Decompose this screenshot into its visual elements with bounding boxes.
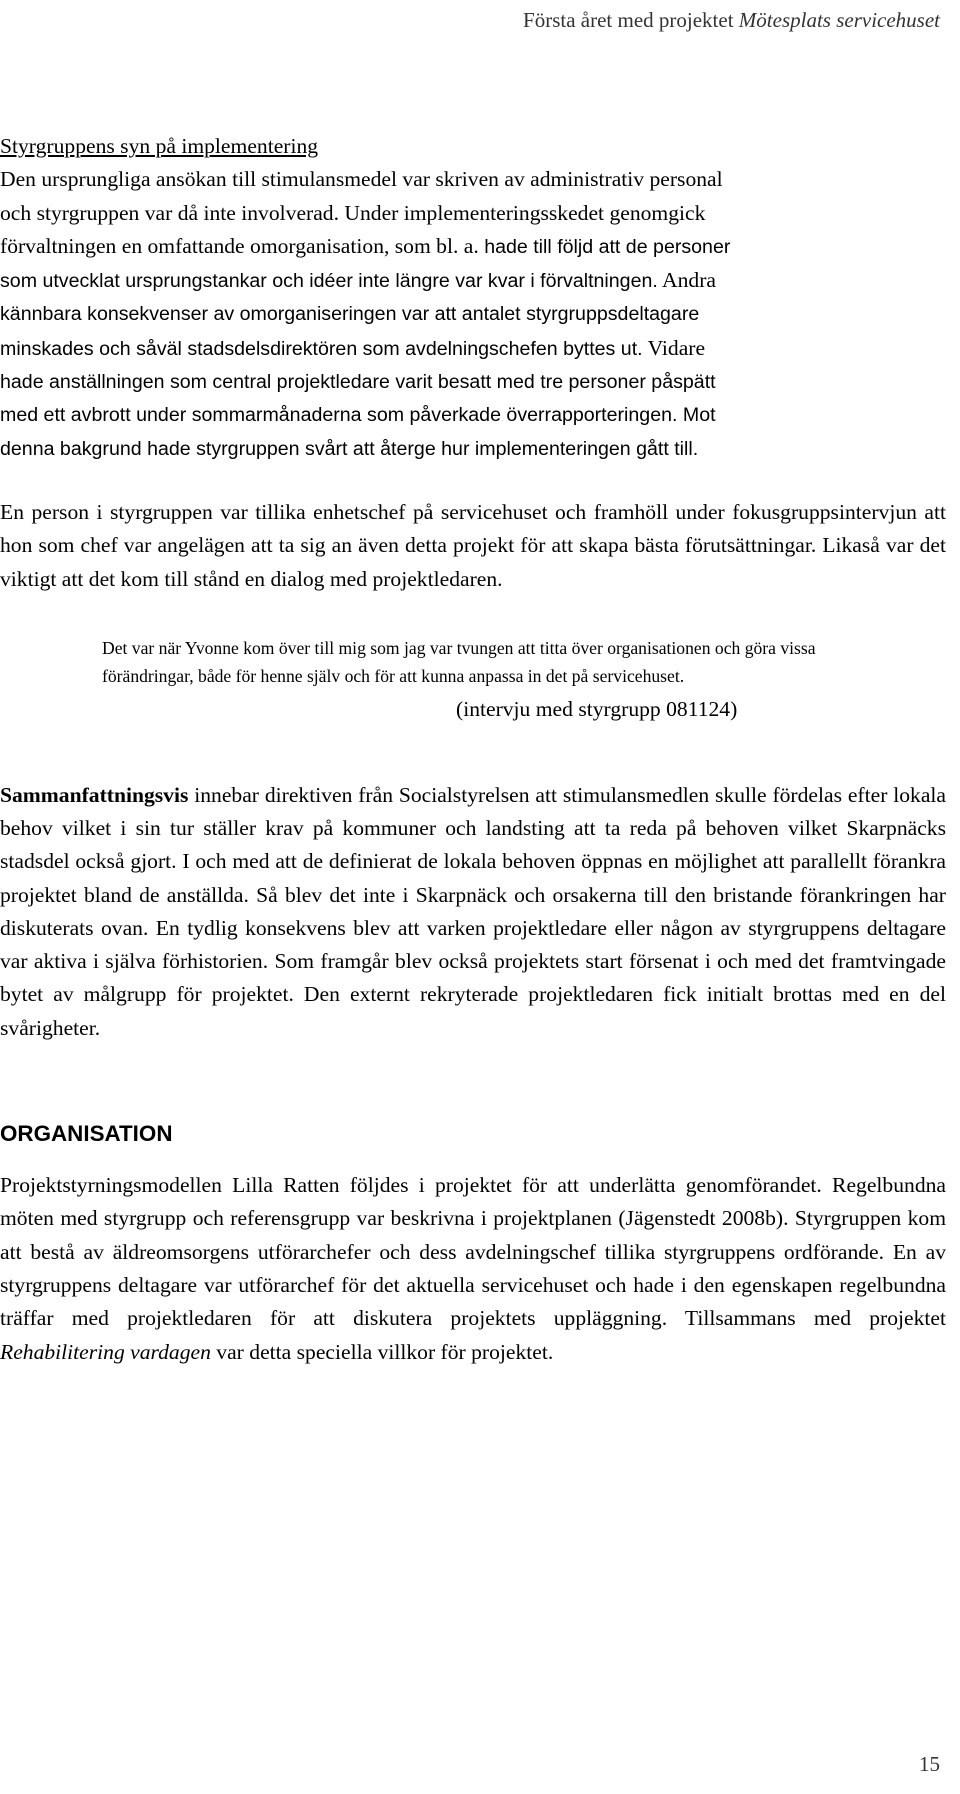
header-title-italic: Mötesplats servicehuset <box>738 8 940 32</box>
text-run: som utvecklat ursprungstankar och idéer inte längre var kvar i förvaltningen. <box>0 270 658 293</box>
text-line: denna bakgrund hade styrgruppen svårt att återge hur implementeringen gått till. <box>0 437 699 460</box>
header-title: Första året med projektet <box>523 8 739 32</box>
section-implementation <box>0 130 946 466</box>
text-line: kännbara konsekvenser av omorganiseringen var att antalet styrgruppsdeltagare <box>0 303 700 326</box>
text-run: Vidare <box>642 335 706 360</box>
block-quote: Det var när Yvonne kom över till mig som jag var tvungen att titta över organisationen och göra vissa förändringar, både för henne själv och för att kunna anpassa in det på servicehuset. <box>102 637 816 687</box>
section-heading-organisation: ORGANISATION <box>0 1121 173 1147</box>
text-line <box>0 264 946 298</box>
text-line: med ett avbrott under sommarmånaderna som påverkade överrapporteringen. Mot <box>0 404 716 427</box>
paragraph: En person i styrgruppen var tillika enhetschef på servicehuset och framhöll under fokusgruppsintervjun att hon som chef var angelägen att ta sig an även detta projekt för att skapa bästa förutsättningar. Likaså var det viktigt att det kom till stånd en dialog med projektledaren. <box>0 499 946 591</box>
project-name-italic: Rehabilitering vardagen <box>0 1339 211 1364</box>
text-run: Andra <box>657 268 716 293</box>
organisation-text: Projektstyrningsmodellen Lilla Ratten följdes i projektet för att underlätta genomförandet. Regelbundna möten med styrgrupp och referensgrupp var beskrivna i projektplanen (Jägenstedt 2008b). Styrgruppen kom att bestå av äldreomsorgens utförarchefer och dess avdelningschef tillika styrgruppens ordförande. En av styrgruppens deltagare var utförarchef för det aktuella servicehuset och hade i den egenskapen regelbundna träffar med projektledaren för att diskutera projektets uppläggning. Tillsammans med projektet <box>0 1173 946 1331</box>
section-heading: Styrgruppens syn på implementering <box>0 134 319 158</box>
quote-citation: (intervju med styrgrupp 081124) <box>456 696 738 721</box>
text-run: förvaltningen en omfattande omorganisation, som bl. a. <box>0 233 479 258</box>
text-line <box>0 230 946 264</box>
summary-lead: Sammanfattningsvis <box>0 782 189 807</box>
organisation-paragraph <box>0 1169 946 1369</box>
text-run: hade till följd att de personer <box>478 235 731 258</box>
summary-paragraph <box>0 779 946 1045</box>
page-number: 15 <box>919 1752 940 1776</box>
text-line: och styrgruppen var då inte involverad. Under implementeringsskedet genomgick <box>0 200 706 225</box>
running-header <box>523 8 940 33</box>
text-line: Den ursprungliga ansökan till stimulansmedel var skriven av administrativ personal <box>0 167 723 192</box>
summary-text: innebar direktiven från Socialstyrelsen att stimulansmedlen skulle fördelas efter lokala behov vilket i sin tur ställer krav på kommuner och landsting att ta reda på behoven vilket Skarpnäcks stadsdel också gjort. I och med att de definierat de lokala behoven öppnas en möjlighet att parallellt förankra projektet bland de anställda. Så blev det inte i Skarpnäck och orsakerna till den bristande förankringen har diskuterats ovan. En tydlig konsekvens blev att varken projektledare eller någon av styrgruppens deltagare var aktiva i själva förhistorien. Som framgår blev också projektets start försenat i och med det framtvingade bytet av målgrupp för projektet. Den externt rekryterade projektledaren fick initialt brottas med en del svårigheter. <box>0 782 946 1040</box>
text-run: minskades och såväl stadsdelsdirektören som avdelningschefen byttes ut. <box>0 337 643 360</box>
page-body <box>0 130 946 1369</box>
organisation-text-end: var detta speciella villkor för projektet. <box>210 1339 554 1364</box>
text-line: hade anställningen som central projektledare varit besatt med tre personer påspätt <box>0 371 716 394</box>
text-line <box>0 332 946 366</box>
